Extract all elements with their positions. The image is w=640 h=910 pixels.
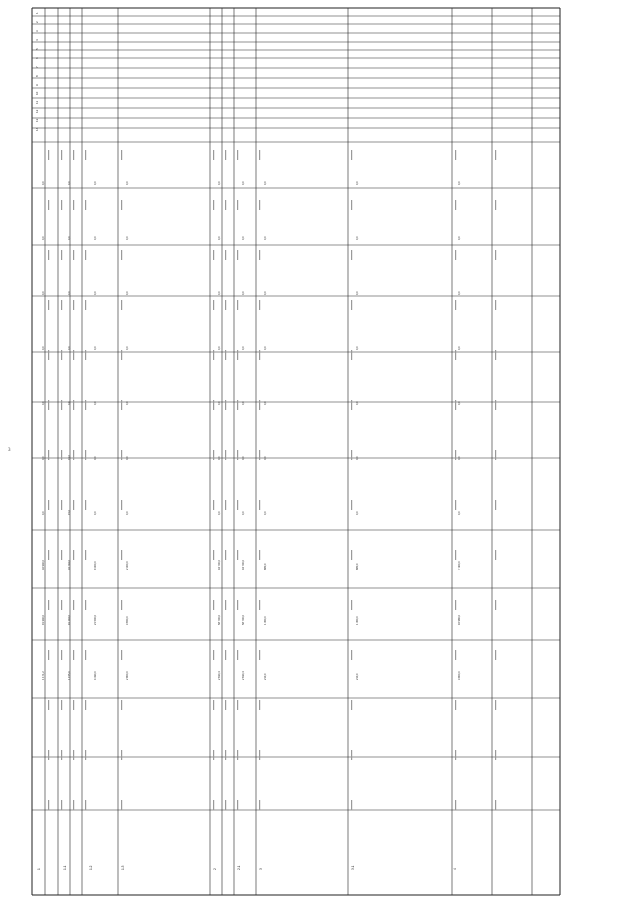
- faint-cell-entry: [259, 350, 260, 360]
- faint-cell-entry: [48, 700, 49, 710]
- column-number: 4: [35, 39, 39, 41]
- faint-cell-entry: [73, 300, 74, 310]
- block-value: 0,0: [218, 511, 221, 515]
- block-value: 0,0: [94, 236, 97, 240]
- block-number: 1.3: [121, 865, 125, 870]
- faint-cell-entry: [259, 650, 260, 660]
- faint-cell-entry: [213, 700, 214, 710]
- block-value: 0,0: [242, 401, 245, 405]
- faint-cell-entry: [351, 200, 352, 210]
- faint-cell-entry: [85, 350, 86, 360]
- column-number: 7: [35, 66, 39, 68]
- faint-cell-entry: [73, 550, 74, 560]
- block-value: 880,0: [264, 563, 267, 570]
- faint-cell-entry: [48, 150, 49, 160]
- faint-cell-entry: [213, 750, 214, 760]
- faint-cell-entry: [237, 650, 238, 660]
- faint-cell-entry: [73, 600, 74, 610]
- block-value: 0,0: [264, 346, 267, 350]
- block-value: 9 300,0: [94, 561, 97, 570]
- faint-cell-entry: [225, 300, 226, 310]
- faint-cell-entry: [237, 400, 238, 410]
- faint-cell-entry: [351, 500, 352, 510]
- faint-cell-entry: [73, 700, 74, 710]
- block-value: 0,0: [356, 181, 359, 185]
- block-value: 0,0: [242, 236, 245, 240]
- faint-cell-entry: [85, 550, 86, 560]
- block-value: 0,0: [356, 456, 359, 460]
- faint-cell-entry: [455, 400, 456, 410]
- faint-cell-entry: [85, 400, 86, 410]
- faint-cell-entry: [121, 350, 122, 360]
- faint-cell-entry: [73, 400, 74, 410]
- block-value: 0,0: [126, 456, 129, 460]
- block-value: 0,0: [242, 346, 245, 350]
- faint-cell-entry: [237, 350, 238, 360]
- faint-cell-entry: [61, 700, 62, 710]
- faint-cell-entry: [351, 150, 352, 160]
- block-value: 44 700,0: [218, 559, 221, 570]
- block-value: 15,0: [68, 454, 71, 460]
- faint-cell-entry: [259, 750, 260, 760]
- faint-cell-entry: [61, 150, 62, 160]
- faint-cell-entry: [61, 750, 62, 760]
- faint-cell-entry: [213, 800, 214, 810]
- faint-cell-entry: [351, 400, 352, 410]
- block-value: 0,0: [42, 511, 45, 515]
- block-value: 0,0: [42, 291, 45, 295]
- block-value: 0,0: [126, 236, 129, 240]
- faint-cell-entry: [73, 500, 74, 510]
- block-value: 0,0: [218, 401, 221, 405]
- faint-cell-entry: [259, 150, 260, 160]
- block-value: 0,0: [94, 511, 97, 515]
- block-value: 0,0: [218, 456, 221, 460]
- faint-cell-entry: [225, 650, 226, 660]
- faint-cell-entry: [48, 800, 49, 810]
- faint-cell-entry: [225, 200, 226, 210]
- faint-cell-entry: [85, 500, 86, 510]
- faint-cell-entry: [213, 450, 214, 460]
- block-value: 58 700,0: [242, 614, 245, 625]
- block-value: 0,0: [356, 511, 359, 515]
- block-number: 3: [259, 868, 263, 870]
- block-value: 7 400,0: [458, 561, 461, 570]
- block-value: 0,0: [356, 291, 359, 295]
- faint-cell-entry: [213, 650, 214, 660]
- block-value: 0,0: [42, 236, 45, 240]
- block-value: 91 192,0: [68, 614, 71, 625]
- faint-cell-entry: [48, 200, 49, 210]
- column-number: 12: [35, 109, 39, 113]
- faint-cell-entry: [85, 750, 86, 760]
- faint-cell-entry: [85, 650, 86, 660]
- column-number: 6: [35, 57, 39, 59]
- faint-cell-entry: [61, 400, 62, 410]
- block-value: 0,0: [458, 291, 461, 295]
- faint-cell-entry: [259, 600, 260, 610]
- faint-cell-entry: [121, 700, 122, 710]
- column-number: 2: [35, 21, 39, 23]
- faint-cell-entry: [259, 200, 260, 210]
- faint-cell-entry: [495, 800, 496, 810]
- faint-cell-entry: [73, 750, 74, 760]
- faint-cell-entry: [495, 600, 496, 610]
- block-value: 0,0: [356, 236, 359, 240]
- faint-cell-entry: [61, 300, 62, 310]
- faint-cell-entry: [237, 150, 238, 160]
- faint-cell-entry: [237, 550, 238, 560]
- faint-cell-entry: [495, 450, 496, 460]
- block-value: 0,0: [264, 511, 267, 515]
- faint-cell-entry: [455, 250, 456, 260]
- block-number: 4: [453, 868, 457, 870]
- faint-cell-entry: [455, 150, 456, 160]
- faint-cell-entry: [495, 400, 496, 410]
- block-value: 0,0: [458, 511, 461, 515]
- block-number: 2: [213, 868, 217, 870]
- faint-cell-entry: [48, 300, 49, 310]
- faint-cell-entry: [61, 500, 62, 510]
- faint-cell-entry: [225, 150, 226, 160]
- block-value: 0,0: [126, 346, 129, 350]
- block-value: 1 450,0: [356, 616, 359, 625]
- faint-cell-entry: [237, 600, 238, 610]
- block-value: 0,0: [94, 401, 97, 405]
- column-number: 3: [35, 30, 39, 32]
- faint-cell-entry: [455, 650, 456, 660]
- block-value: 1 450,0: [264, 616, 267, 625]
- block-value: 0,0: [218, 181, 221, 185]
- block-value: 1 155,0: [68, 671, 71, 680]
- block-value: 21 500,0: [94, 614, 97, 625]
- faint-cell-entry: [495, 250, 496, 260]
- faint-cell-entry: [259, 250, 260, 260]
- block-value: 0,0: [458, 181, 461, 185]
- block-value: 0,0: [356, 346, 359, 350]
- block-number: 3.1: [351, 865, 355, 870]
- faint-cell-entry: [351, 350, 352, 360]
- faint-cell-entry: [61, 350, 62, 360]
- faint-cell-entry: [48, 750, 49, 760]
- faint-cell-entry: [61, 250, 62, 260]
- faint-cell-entry: [121, 650, 122, 660]
- block-value: 0,0: [458, 236, 461, 240]
- faint-cell-entry: [61, 200, 62, 210]
- faint-cell-entry: [237, 750, 238, 760]
- faint-cell-entry: [351, 250, 352, 260]
- faint-cell-entry: [495, 150, 496, 160]
- faint-cell-entry: [73, 200, 74, 210]
- faint-cell-entry: [259, 700, 260, 710]
- faint-cell-entry: [121, 500, 122, 510]
- faint-cell-entry: [121, 150, 122, 160]
- faint-cell-entry: [61, 600, 62, 610]
- faint-cell-entry: [351, 450, 352, 460]
- faint-cell-entry: [213, 200, 214, 210]
- faint-cell-entry: [213, 400, 214, 410]
- faint-cell-entry: [121, 550, 122, 560]
- block-value: 0,0: [42, 346, 45, 350]
- block-value: 0,0: [264, 401, 267, 405]
- block-value: 0,0: [126, 401, 129, 405]
- faint-cell-entry: [259, 450, 260, 460]
- block-value: 2 630,4: [242, 671, 245, 680]
- block-value: 0,0: [42, 456, 45, 460]
- faint-cell-entry: [495, 650, 496, 660]
- block-value: 0,0: [264, 236, 267, 240]
- block-value: 0,0: [126, 291, 129, 295]
- faint-cell-entry: [85, 300, 86, 310]
- faint-cell-entry: [121, 450, 122, 460]
- faint-cell-entry: [225, 450, 226, 460]
- block-value: 210,0: [356, 673, 359, 680]
- faint-cell-entry: [213, 150, 214, 160]
- column-number: 14: [35, 127, 39, 131]
- column-number: 9: [35, 84, 39, 86]
- faint-cell-entry: [351, 800, 352, 810]
- faint-cell-entry: [225, 350, 226, 360]
- column-number: 5: [35, 48, 39, 50]
- column-number: 13: [35, 118, 39, 122]
- block-value: 0,0: [218, 291, 221, 295]
- faint-cell-entry: [73, 250, 74, 260]
- faint-cell-entry: [259, 400, 260, 410]
- block-value: 0,0: [94, 291, 97, 295]
- block-value: 0,0: [242, 291, 245, 295]
- block-value: 0,0: [94, 181, 97, 185]
- faint-cell-entry: [351, 550, 352, 560]
- faint-cell-entry: [73, 150, 74, 160]
- faint-cell-entry: [237, 300, 238, 310]
- faint-cell-entry: [495, 550, 496, 560]
- faint-cell-entry: [351, 300, 352, 310]
- block-value: 0,0: [42, 401, 45, 405]
- faint-cell-entry: [48, 250, 49, 260]
- block-value: 2 630,4: [218, 671, 221, 680]
- faint-cell-entry: [495, 350, 496, 360]
- faint-cell-entry: [237, 700, 238, 710]
- block-value: 0,0: [242, 456, 245, 460]
- block-value: 44 700,0: [242, 559, 245, 570]
- block-number: 2.1: [237, 865, 241, 870]
- block-value: 32 940,0: [42, 559, 45, 570]
- block-value: 0,0: [94, 346, 97, 350]
- block-value: 880,0: [356, 563, 359, 570]
- faint-cell-entry: [213, 550, 214, 560]
- faint-cell-entry: [455, 500, 456, 510]
- faint-cell-entry: [225, 400, 226, 410]
- block-value: 1 171,2: [42, 671, 45, 680]
- faint-cell-entry: [225, 800, 226, 810]
- block-value: 0,0: [68, 291, 71, 295]
- side-page-mark: 3: [8, 448, 11, 453]
- faint-cell-entry: [121, 250, 122, 260]
- faint-cell-entry: [213, 300, 214, 310]
- block-value: 0,0: [68, 346, 71, 350]
- faint-cell-entry: [237, 200, 238, 210]
- faint-cell-entry: [259, 500, 260, 510]
- block-value: 0,0: [218, 236, 221, 240]
- faint-cell-entry: [121, 300, 122, 310]
- faint-cell-entry: [351, 750, 352, 760]
- faint-cell-entry: [73, 650, 74, 660]
- faint-cell-entry: [85, 450, 86, 460]
- faint-cell-entry: [213, 250, 214, 260]
- faint-cell-entry: [455, 450, 456, 460]
- faint-cell-entry: [495, 700, 496, 710]
- faint-cell-entry: [121, 800, 122, 810]
- column-number: 10: [35, 91, 39, 95]
- block-value: 0,0: [68, 401, 71, 405]
- block-value: 0,0: [94, 456, 97, 460]
- faint-cell-entry: [237, 500, 238, 510]
- block-value: 0,0: [356, 401, 359, 405]
- faint-cell-entry: [225, 500, 226, 510]
- faint-cell-entry: [225, 550, 226, 560]
- faint-cell-entry: [61, 550, 62, 560]
- faint-cell-entry: [121, 750, 122, 760]
- column-number: 11: [35, 100, 39, 104]
- faint-cell-entry: [73, 350, 74, 360]
- block-value: 58 700,0: [218, 614, 221, 625]
- faint-cell-entry: [237, 250, 238, 260]
- faint-cell-entry: [48, 550, 49, 560]
- faint-cell-entry: [85, 800, 86, 810]
- block-value: 4 430,0: [94, 671, 97, 680]
- block-value: 0,0: [264, 291, 267, 295]
- faint-cell-entry: [121, 200, 122, 210]
- faint-cell-entry: [455, 350, 456, 360]
- faint-cell-entry: [48, 500, 49, 510]
- block-value: 0,0: [242, 511, 245, 515]
- block-value: 32 792,0: [68, 559, 71, 570]
- block-value: 0,0: [458, 401, 461, 405]
- faint-cell-entry: [61, 450, 62, 460]
- faint-cell-entry: [213, 350, 214, 360]
- block-number: 1.2: [89, 865, 93, 870]
- block-value: 0,0: [68, 181, 71, 185]
- faint-cell-entry: [351, 650, 352, 660]
- block-value: 0,0: [126, 181, 129, 185]
- faint-cell-entry: [495, 750, 496, 760]
- block-value: 0,0: [458, 456, 461, 460]
- block-value: 3 800,0: [458, 671, 461, 680]
- faint-cell-entry: [48, 400, 49, 410]
- faint-cell-entry: [455, 200, 456, 210]
- block-value: 2 300,0: [126, 561, 129, 570]
- faint-cell-entry: [225, 700, 226, 710]
- faint-cell-entry: [237, 450, 238, 460]
- block-value: 0,0: [68, 236, 71, 240]
- block-value: 0,0: [218, 346, 221, 350]
- faint-cell-entry: [121, 600, 122, 610]
- block-value: 91 340,0: [42, 614, 45, 625]
- column-number: 8: [35, 75, 39, 77]
- faint-cell-entry: [225, 250, 226, 260]
- faint-cell-entry: [455, 800, 456, 810]
- block-value: 210,0: [264, 673, 267, 680]
- block-value: 0,0: [126, 511, 129, 515]
- block-value: 0,0: [264, 456, 267, 460]
- faint-cell-entry: [48, 600, 49, 610]
- faint-cell-entry: [225, 750, 226, 760]
- faint-cell-entry: [259, 800, 260, 810]
- block-value: 16 980,0: [458, 614, 461, 625]
- faint-cell-entry: [85, 150, 86, 160]
- faint-cell-entry: [455, 300, 456, 310]
- faint-cell-entry: [213, 500, 214, 510]
- block-number: 1.1: [63, 865, 67, 870]
- faint-cell-entry: [259, 300, 260, 310]
- faint-cell-entry: [73, 450, 74, 460]
- faint-cell-entry: [48, 350, 49, 360]
- faint-cell-entry: [455, 700, 456, 710]
- faint-cell-entry: [85, 250, 86, 260]
- faint-cell-entry: [85, 200, 86, 210]
- faint-cell-entry: [351, 600, 352, 610]
- block-number: 1: [37, 868, 41, 870]
- faint-cell-entry: [237, 800, 238, 810]
- block-value: 2 800,0: [126, 671, 129, 680]
- faint-cell-entry: [259, 550, 260, 560]
- faint-cell-entry: [213, 600, 214, 610]
- faint-cell-entry: [495, 300, 496, 310]
- faint-cell-entry: [73, 800, 74, 810]
- faint-cell-entry: [225, 600, 226, 610]
- faint-cell-entry: [455, 550, 456, 560]
- block-value: 3 650,0: [126, 616, 129, 625]
- block-value: 0,0: [42, 181, 45, 185]
- faint-cell-entry: [85, 700, 86, 710]
- faint-cell-entry: [61, 650, 62, 660]
- faint-cell-entry: [85, 600, 86, 610]
- faint-cell-entry: [351, 700, 352, 710]
- faint-cell-entry: [121, 400, 122, 410]
- faint-cell-entry: [495, 500, 496, 510]
- block-value: 0,0: [458, 346, 461, 350]
- faint-cell-entry: [61, 800, 62, 810]
- block-value: 0,0: [264, 181, 267, 185]
- faint-cell-entry: [455, 750, 456, 760]
- block-value: 15,0: [68, 509, 71, 515]
- faint-cell-entry: [455, 600, 456, 610]
- faint-cell-entry: [48, 650, 49, 660]
- faint-cell-entry: [48, 450, 49, 460]
- faint-cell-entry: [495, 200, 496, 210]
- column-number: 1: [35, 12, 39, 14]
- block-value: 0,0: [242, 181, 245, 185]
